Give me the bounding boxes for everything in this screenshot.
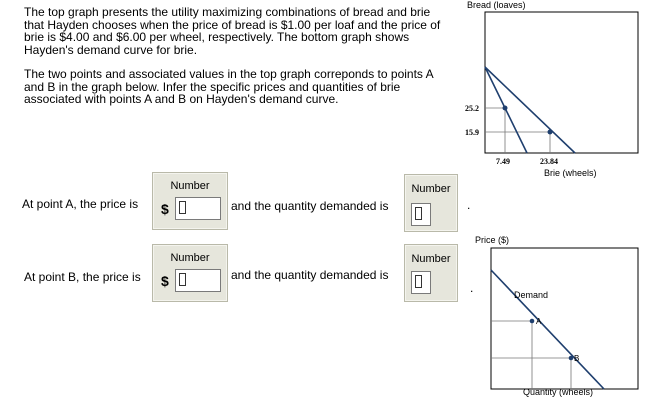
row-b-price-panel (152, 244, 228, 302)
text-cursor-icon (415, 207, 422, 220)
row-a-dollar-sign: $ (161, 201, 169, 217)
top-graph-xlabel: Brie (wheels) (544, 168, 597, 178)
row-a-quantity-input[interactable] (411, 203, 431, 226)
demand-point-b (569, 356, 574, 361)
row-a-mid-text: and the quantity demanded is (231, 199, 389, 213)
x-tick-7-49: 7.49 (496, 157, 510, 166)
row-b-mid-text: and the quantity demanded is (231, 268, 389, 282)
bottom-graph-xlabel: Quantity (wheels) (523, 387, 594, 397)
row-b-label: At point B, the price is (24, 270, 141, 284)
bread-brie-graph (455, 0, 645, 185)
row-a-qty-number-label: Number (411, 183, 451, 195)
intro-paragraph-1: The top graph presents the utility maximizing combinations of bread and brie that Hayden chooses when the price of bread is $1.00 per loaf and the price of brie is $4.00 and $6.00 per wheel, respectively. The bottom graph shows Hayden's demand curve for brie. (24, 5, 441, 57)
y-tick-15-9: 15.9 (465, 128, 479, 137)
row-b-price-number-label: Number (170, 252, 210, 264)
demand-curve-label: Demand (514, 290, 549, 300)
intro-paragraph-2: The two points and associated values in the top graph correponds to points A and B in the graph below. Infer the specific prices and quantities of brie associated with points A and B on Hayden's demand curve. (24, 67, 433, 106)
x-tick-23-84: 23.84 (540, 157, 558, 166)
bottom-graph-frame (491, 248, 638, 389)
text-cursor-icon (179, 201, 186, 214)
bundle-point-a (503, 106, 508, 111)
row-a-period: . (467, 198, 471, 212)
row-b-qty-number-label: Number (411, 253, 451, 265)
row-a-label: At point A, the price is (22, 197, 139, 211)
row-b-dollar-sign: $ (161, 273, 169, 289)
brie-demand-graph (470, 232, 645, 407)
bundle-point-b (548, 130, 553, 135)
point-b-label: B (574, 354, 580, 363)
row-b-qty-panel (404, 244, 458, 302)
row-b-price-input[interactable] (175, 269, 221, 292)
top-graph-ylabel: Bread (loaves) (467, 0, 526, 10)
row-a-price-input[interactable] (175, 197, 221, 220)
text-cursor-icon (179, 273, 186, 286)
y-tick-25-2: 25.2 (465, 104, 479, 113)
budget-line-flat (485, 67, 575, 153)
demand-curve (491, 270, 604, 389)
row-b-quantity-input[interactable] (411, 271, 431, 294)
demand-point-a (530, 319, 535, 324)
point-a-label: A (536, 317, 542, 326)
row-b-period: . (470, 281, 474, 295)
bottom-graph-ylabel: Price ($) (475, 235, 510, 245)
row-a-price-number-label: Number (170, 180, 210, 192)
row-a-price-panel (152, 172, 228, 230)
row-a-qty-panel (404, 174, 458, 232)
text-cursor-icon (415, 275, 422, 288)
